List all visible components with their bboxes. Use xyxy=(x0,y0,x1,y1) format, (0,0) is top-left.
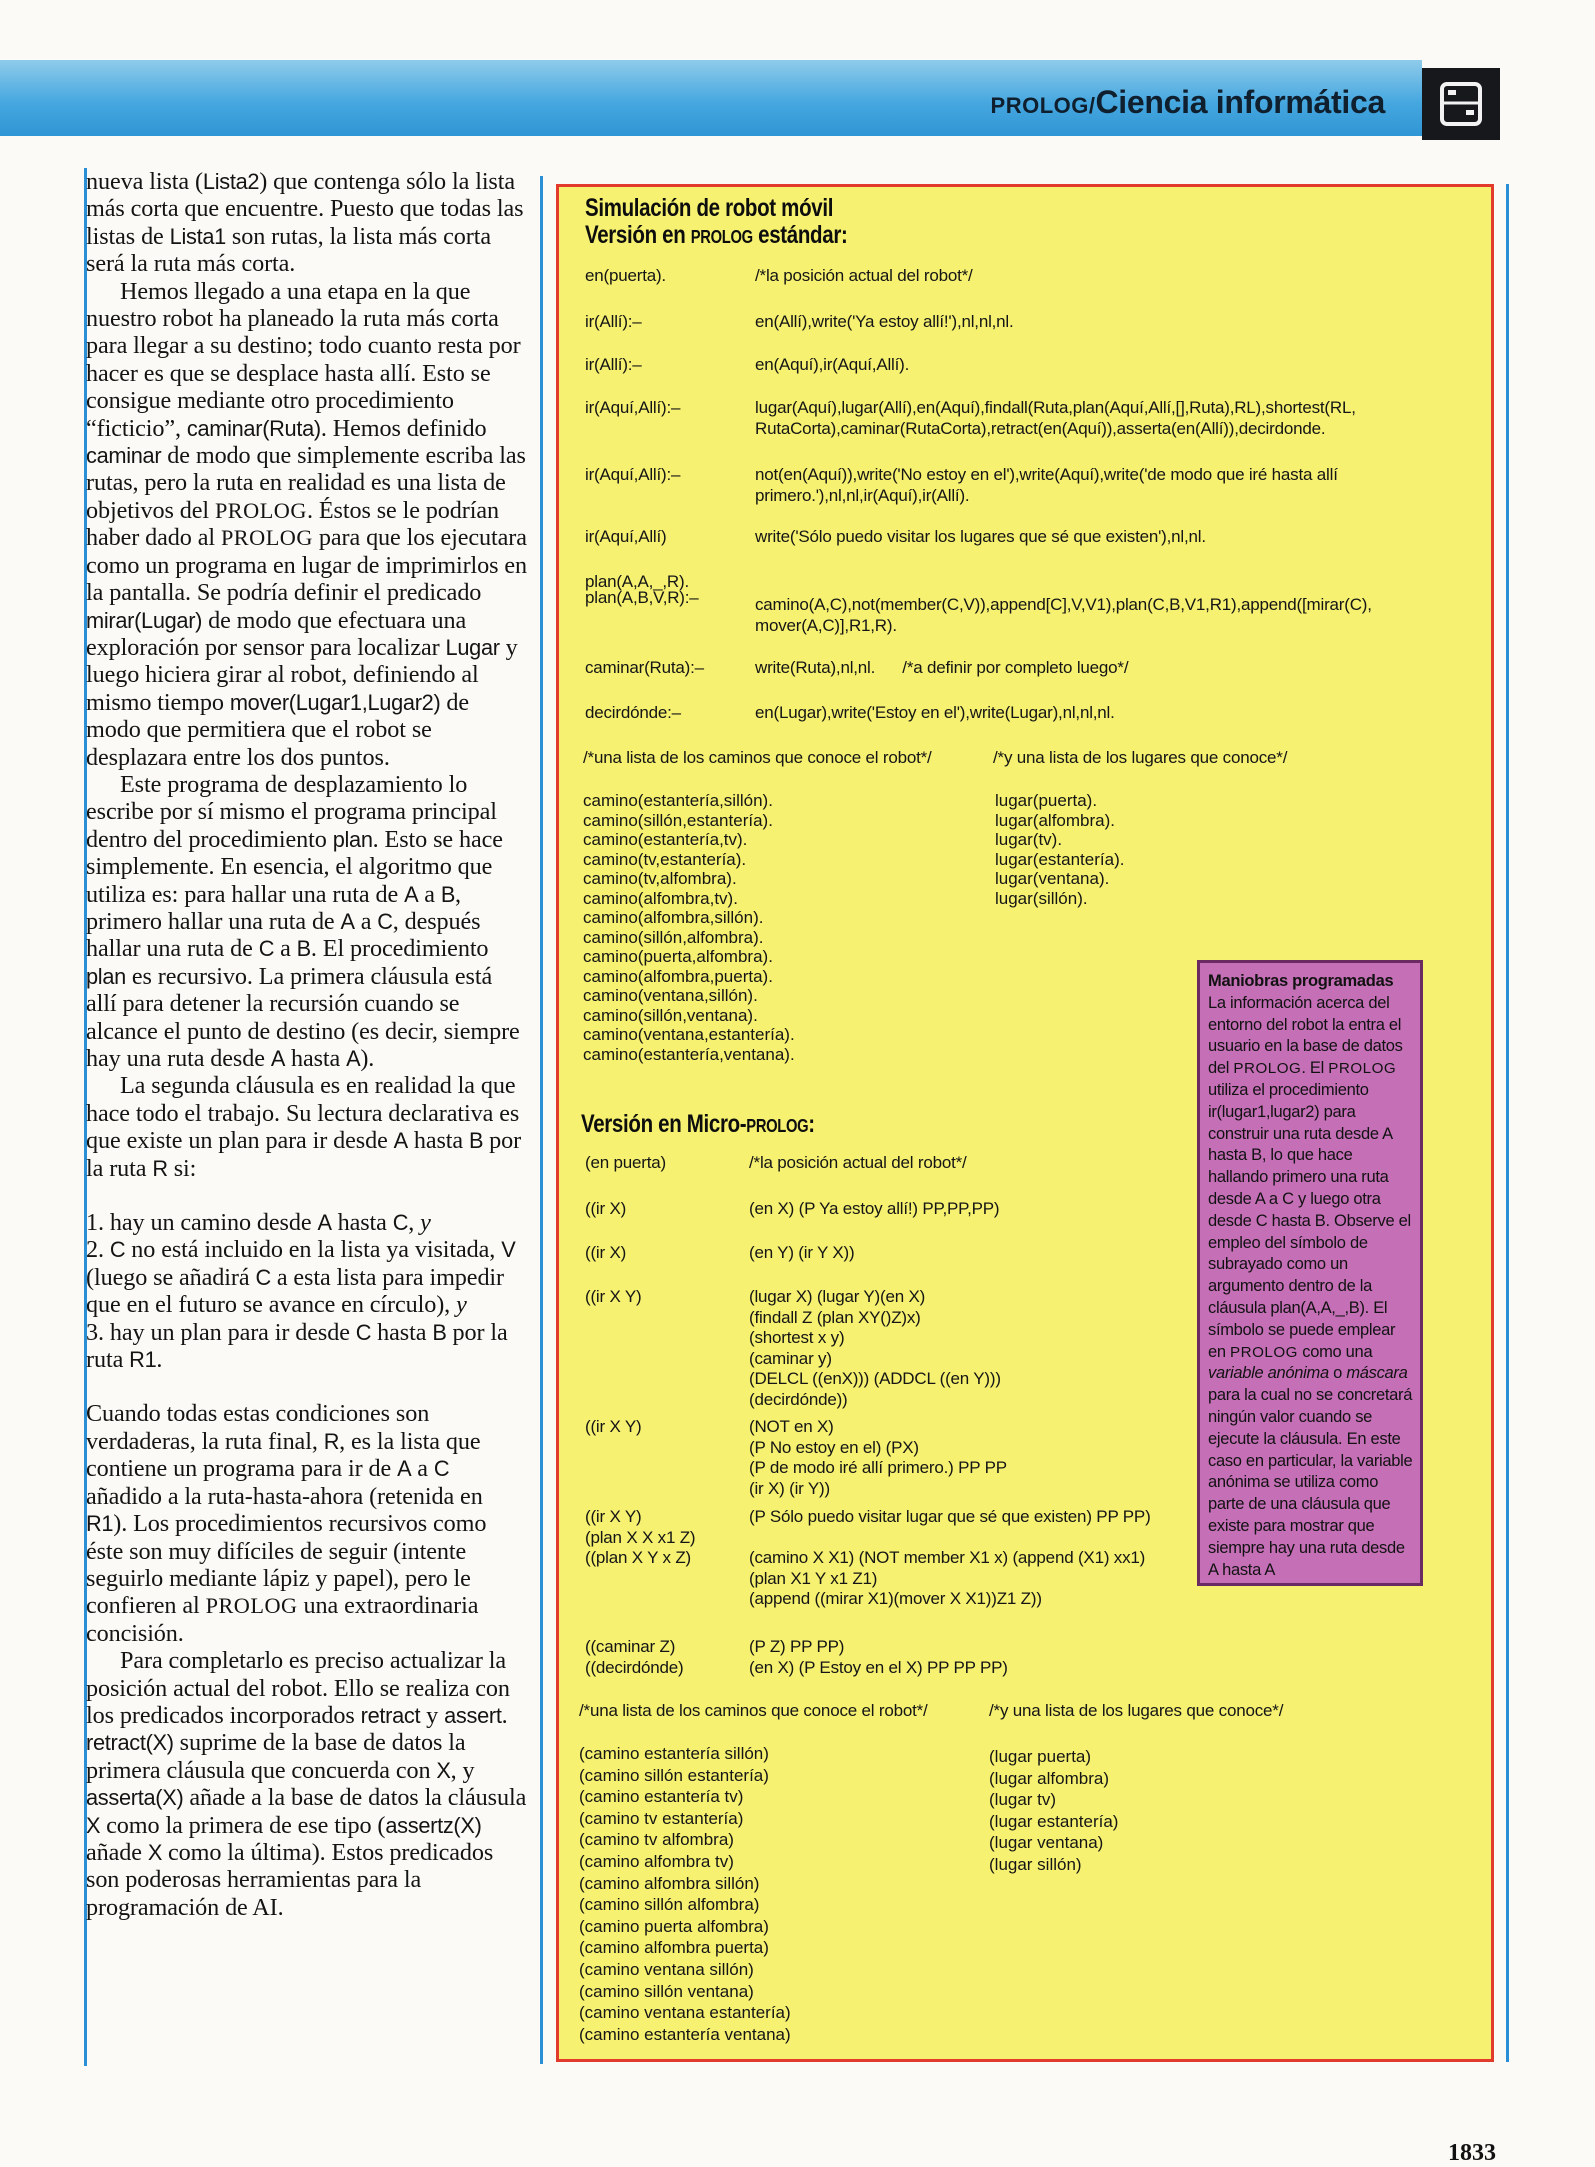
fact-item: lugar(puerta). xyxy=(995,791,1098,810)
clause-head: ((ir X Y) xyxy=(585,1417,642,1436)
fact-item: (lugar sillón) xyxy=(989,1854,1082,1874)
clause-body: (NOT en X) (P No estoy en el) (PX) (P de modo iré allí primero.) PP PP (ir X) (ir Y)) xyxy=(749,1417,1007,1498)
fact-item: (camino sillón alfombra) xyxy=(579,1895,760,1915)
standard-version-heading: Versión en PROLOG estándar: xyxy=(585,221,848,249)
clause-body: lugar(Aquí),lugar(Allí),en(Aquí),findall(Ruta,plan(Aquí,Allí,[],Ruta),RL),shortest(RL, RutaCorta),caminar(RutaCorta),retract(en(Aquí)),asserta(en(Allí)),decirdonde. xyxy=(755,398,1356,438)
clause-body: /*la posición actual del robot*/ xyxy=(749,1153,967,1172)
fact-item: (camino estantería ventana) xyxy=(579,2024,791,2044)
clause-head: plan(A,B,V,R):– xyxy=(585,588,699,607)
paragraph: La segunda cláusula es en realidad la que hace todo el trabajo. Su lectura declarativa es que existe un plan para ir desde A hasta B por la ruta R si: xyxy=(86,1072,522,1182)
fact-item: (camino ventana sillón) xyxy=(579,1959,754,1979)
fact-item: lugar(sillón). xyxy=(995,888,1088,908)
fact-item: camino(sillón,ventana). xyxy=(583,1005,758,1025)
fact-item: camino(sillón,estantería). xyxy=(583,810,773,830)
clause-head: en(puerta). xyxy=(585,266,666,285)
fact-item: (camino estantería tv) xyxy=(579,1787,744,1807)
clause-body: en(Allí),write('Ya estoy allí!'),nl,nl,nl. xyxy=(755,312,1014,331)
fact-item: camino(alfombra,tv). xyxy=(583,888,738,908)
fact-item: (camino alfombra puerta) xyxy=(579,1938,769,1958)
section-computer-icon xyxy=(1422,68,1500,140)
db-caption-paths: /*una lista de los caminos que conoce el robot*/ xyxy=(583,748,932,767)
fact-item: (lugar puerta) xyxy=(989,1747,1092,1766)
mid-column-rule xyxy=(540,176,543,2064)
clause-head: ((ir X Y) (plan X X x1 Z) ((plan X Y x Z) xyxy=(585,1507,696,1567)
std-path-facts xyxy=(583,791,795,1064)
clause-body: (P Sólo puedo visitar lugar que sé que existen) PP PP) (camino X X1) (NOT member X1 x) (append (X1) xx1) (plan X1 Y x1 Z1) (append ((mirar X1)(mover X X1))Z1 Z)) xyxy=(749,1507,1151,1608)
clause-body: (P Z) PP PP) (en X) (P Estoy en el X) PP PP PP) xyxy=(749,1637,1008,1677)
fact-item: camino(estantería,sillón). xyxy=(583,791,773,810)
clause-body: en(Lugar),write('Estoy en el'),write(Lugar),nl,nl,nl. xyxy=(755,703,1115,722)
clause-head: ((ir X) xyxy=(585,1199,627,1218)
fact-item: (camino sillón estantería) xyxy=(579,1765,769,1785)
fact-item: (camino alfombra tv) xyxy=(579,1851,734,1871)
list-item: 2. C no está incluido en la lista ya visitada, V (luego se añadirá C a esta lista para impedir que en el futuro se avance en círculo), y xyxy=(86,1236,516,1319)
clause-head: caminar(Ruta):– xyxy=(585,658,704,677)
clause-body: write(Ruta),nl,nl. /*a definir por completo luego*/ xyxy=(755,658,1129,677)
paragraph: nueva lista (Lista2) que contenga sólo la lista más corta que encuentre. Puesto que todas las listas de Lista1 son rutas, la lista más corta será la ruta más corta. xyxy=(86,168,524,278)
fact-item: (camino sillón ventana) xyxy=(579,1981,754,2001)
paragraph: Para completarlo es preciso actualizar la posición actual del robot. Ello se realiza con los predicados incorporados retract y assert. retract(X) suprime de la base de datos la primera cláusula que concuerda con X, y asserta(X) añade a la base de datos la cláusula X como la primera de ese tipo (assertz(X) añade X como la última). Estos predicados son poderosas herramientas para la programación de AI. xyxy=(86,1647,527,1921)
section-title-text: Ciencia informática xyxy=(1095,84,1385,120)
paragraph: Hemos llegado a una etapa en la que nuestro robot ha planeado la ruta más corta para llegar a su destino; todo cuanto resta por hacer es que se desplace hasta allí. Esto se consigue mediante otro procedimiento “ficticio”, caminar(Ruta). Hemos definido caminar de modo que simplemente escriba las rutas, pero la ruta en realidad es una lista de objetivos del PROLOG. Éstos se le podrían haber dado al PROLOG para que los ejecutara como un programa en lugar de imprimirlos en la pantalla. Se podría definir el predicado mirar(Lugar) de modo que efectuara una exploración por sensor para localizar Lugar y luego hiciera girar al robot, definiendo al mismo tiempo mover(Lugar1,Lugar2) de modo que permitiera que el robot se desplazara entre los dos puntos. xyxy=(86,277,528,771)
micro-db-caption-places: /*y una lista de los lugares que conoce*/ xyxy=(989,1701,1284,1720)
micro-path-facts xyxy=(579,1743,791,2045)
fact-item: lugar(estantería). xyxy=(995,849,1125,869)
fact-item: camino(tv,estantería). xyxy=(583,849,747,869)
clause-head: ((caminar Z) ((decirdónde) xyxy=(585,1637,684,1677)
fact-item: (camino ventana estantería) xyxy=(579,2003,791,2023)
fact-item: (camino tv alfombra) xyxy=(579,1830,734,1850)
fact-item: camino(estantería,ventana). xyxy=(583,1044,795,1064)
micro-version-heading: Versión en Micro-PROLOG: xyxy=(581,1110,815,1138)
clause-head: ir(Allí):– xyxy=(585,312,642,331)
fact-item: camino(puerta,alfombra). xyxy=(583,947,773,966)
clause-body: not(en(Aquí)),write('No estoy en el'),write(Aquí),write('de modo que iré hasta allí primero.'),nl,nl,ir(Aquí),ir(Allí). xyxy=(755,465,1338,505)
sidebar-text: La información acerca del entorno del robot la entra el usuario en la base de datos del PROLOG. El PROLOG utiliza el procedimiento ir(lugar1,lugar2) para construir una ruta desde A hasta B, lo que hace hallando primero una ruta desde A a C y luego otra desde C hasta B. Observe el empleo del símbolo de subrayado como un argumento dentro de la cláusula plan(A,A,_,B). El símbolo se puede emplear en PROLOG como una variable anónima o máscara para la cual no se concretará ningún valor cuando se ejecute la cláusula. En este caso en particular, la variable anónima se utiliza como parte de una cláusula que existe para mostrar que siempre hay una ruta desde A hasta A xyxy=(1208,993,1413,1579)
section-title-prefix: PROLOG/ xyxy=(990,93,1096,118)
fact-item: camino(sillón,alfombra). xyxy=(583,927,764,947)
clause-body: (en X) (P Ya estoy allí!) PP,PP,PP) xyxy=(749,1199,1000,1218)
fact-item: camino(ventana,estantería). xyxy=(583,1025,795,1044)
maneuvers-sidebar xyxy=(1197,960,1423,1586)
fact-item: (camino estantería sillón) xyxy=(579,1744,769,1763)
fact-item: (lugar ventana) xyxy=(989,1833,1104,1853)
clause-head: decirdónde:– xyxy=(585,703,681,722)
clause-body: camino(A,C),not(member(C,V)),append[C],V,V1),plan(C,B,V1,R1),append([mirar(C), mover(A,C)],R1,R). xyxy=(755,595,1372,635)
clause-head: ir(Aquí,Allí):– xyxy=(585,465,681,484)
clause-head: ir(Allí):– xyxy=(585,355,642,374)
list-item: 3. hay un plan para ir desde C hasta B por la ruta R1. xyxy=(86,1318,508,1374)
fact-item: lugar(alfombra). xyxy=(995,810,1115,830)
fact-item: camino(ventana,sillón). xyxy=(583,986,758,1005)
sidebar-title: Maniobras programadas xyxy=(1208,972,1394,990)
section-title xyxy=(991,84,1385,121)
fact-item: (lugar tv) xyxy=(989,1790,1057,1810)
right-column-rule xyxy=(1506,184,1509,2062)
fact-item: (lugar alfombra) xyxy=(989,1768,1109,1788)
clause-head: (en puerta) xyxy=(585,1153,666,1172)
panel-title: Simulación de robot móvil xyxy=(585,194,834,222)
clause-head: ((ir X) xyxy=(585,1243,627,1262)
clause-head: plan(A,A,_,R). xyxy=(585,572,689,591)
computer-icon xyxy=(1438,81,1484,127)
fact-item: (camino tv estantería) xyxy=(579,1808,744,1828)
db-caption-places: /*y una lista de los lugares que conoce*/ xyxy=(993,748,1288,767)
clause-head: ir(Aquí,Allí):– xyxy=(585,398,681,417)
std-place-facts xyxy=(995,791,1124,908)
clause-head: ir(Aquí,Allí) xyxy=(585,527,667,546)
paragraph: Este programa de desplazamiento lo escribe por sí mismo el programa principal dentro del procedimiento plan. Esto se hace simplemente. En esencia, el algoritmo que utiliza es: para hallar una ruta de A a B, primero hallar una ruta de A a C, después hallar una ruta de C a B. El procedimiento plan es recursivo. La primera cláusula está allí para detener la recursión cuando se alcance el punto de destino (es decir, siempre hay una ruta desde A hasta A). xyxy=(86,770,520,1072)
fact-item: camino(alfombra,sillón). xyxy=(583,908,764,927)
list-item: 1. hay un camino desde A hasta C, y xyxy=(86,1209,431,1237)
fact-item: (lugar estantería) xyxy=(989,1811,1119,1831)
clause-body: (en Y) (ir Y X)) xyxy=(749,1243,855,1262)
fact-item: camino(alfombra,puerta). xyxy=(583,966,773,986)
fact-item: camino(estantería,tv). xyxy=(583,830,748,849)
clause-body: (lugar X) (lugar Y)(en X) (findall Z (plan XY()Z)x) (shortest x y) (caminar y) (DELCL ((enX))) (ADDCL ((en Y))) (decirdónde)) xyxy=(749,1287,1001,1409)
paragraph: Cuando todas estas condiciones son verdaderas, la ruta final, R, es la lista que contiene un programa para ir de A a C añadido a la ruta-hasta-ahora (retenida en R1). Los procedimientos recursivos como éste son muy difíciles de seguir (intente seguirlo mediante lápiz y papel), pero le confieren al PROLOG una extraordinaria concisión. xyxy=(86,1400,487,1647)
fact-item: lugar(tv). xyxy=(995,830,1063,849)
fact-item: (camino alfombra sillón) xyxy=(579,1873,760,1893)
clause-head: ((ir X Y) xyxy=(585,1287,642,1306)
clause-body: write('Sólo puedo visitar los lugares que sé que existen'),nl,nl. xyxy=(755,527,1206,546)
page-number: 1833 xyxy=(1448,2140,1496,2166)
fact-item: lugar(ventana). xyxy=(995,869,1110,888)
clause-body: /*la posición actual del robot*/ xyxy=(755,266,973,285)
body-text-column xyxy=(86,168,528,1921)
fact-item: camino(tv,alfombra). xyxy=(583,869,737,888)
micro-place-facts xyxy=(989,1746,1118,1876)
clause-body: en(Aquí),ir(Aquí,Allí). xyxy=(755,355,910,374)
micro-db-caption-paths: /*una lista de los caminos que conoce el robot*/ xyxy=(579,1701,928,1720)
fact-item: (camino puerta alfombra) xyxy=(579,1916,769,1936)
